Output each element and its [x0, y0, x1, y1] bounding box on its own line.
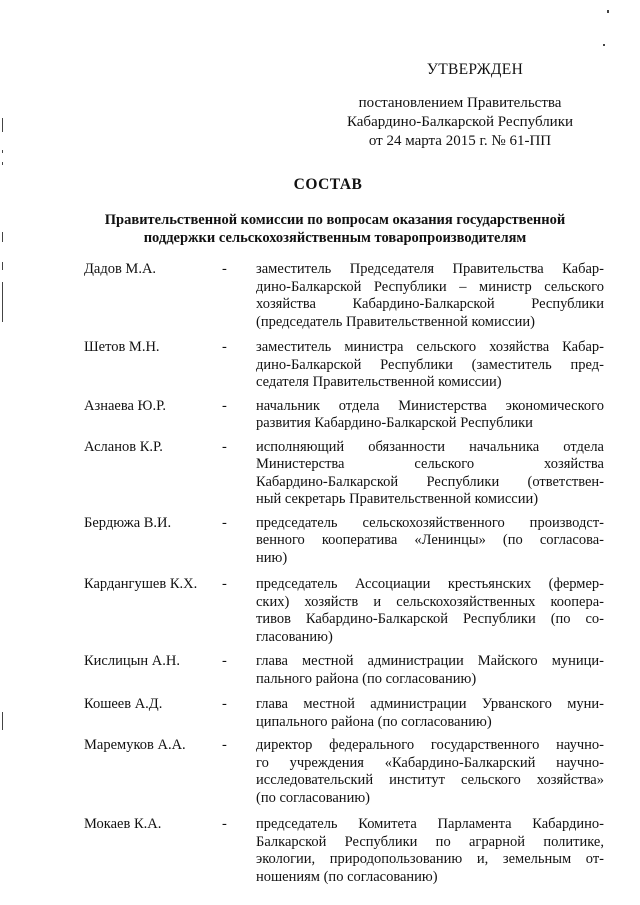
member-role — [256, 576, 604, 646]
subtitle-line: поддержки сельскохозяйственным товаропроизводителям — [143, 230, 527, 246]
subtitle-line: Правительственной комиссии по вопросам оказания государственной — [104, 212, 566, 228]
member-role-line: гласованию) — [256, 628, 333, 645]
scan-mark — [2, 232, 3, 242]
member-role-line: директор федерального государственного научно- — [256, 737, 604, 753]
member-dash: - — [222, 737, 227, 753]
members-list — [84, 261, 604, 886]
member-row — [84, 515, 604, 568]
member-role-line: глава местной администрации Урванского муни- — [256, 696, 604, 712]
member-role — [256, 515, 604, 568]
member-dash: - — [222, 576, 227, 592]
member-name: Мокаев К.А. — [84, 816, 162, 832]
approval-ref-line: от 24 марта 2015 г. № 61-ПП — [368, 133, 552, 149]
member-row — [84, 339, 604, 392]
member-dash: - — [222, 261, 227, 277]
member-role-line: заместитель Председателя Правительства Кабар- — [256, 261, 604, 277]
member-row — [84, 261, 604, 331]
member-row — [84, 576, 604, 646]
scan-mark — [603, 44, 605, 46]
member-role-line: ношениям (по согласованию) — [256, 868, 438, 885]
member-role-line: седателя Правительственной комиссии) — [256, 374, 502, 390]
member-dash: - — [222, 438, 227, 455]
member-role — [256, 696, 604, 731]
scan-mark — [2, 118, 3, 132]
member-role-line: дино-Балкарской Республики – министр сельского — [256, 278, 604, 295]
member-row — [84, 398, 604, 433]
member-role-line: начальник отдела Министерства экономического — [256, 397, 604, 414]
member-role-line: (председатель Правительственной комиссии) — [256, 313, 535, 330]
member-row — [84, 696, 604, 731]
member-name: Шетов М.Н. — [84, 339, 160, 355]
member-name: Азнаева Ю.Р. — [84, 397, 166, 414]
member-name: Асланов К.Р. — [84, 438, 163, 455]
member-role-line: Балкарской Республики по аграрной политике, — [256, 833, 604, 850]
member-role-line: го учреждения «Кабардино-Балкарский научно- — [256, 754, 604, 771]
member-role-line: исследовательский институт сельского хозяйства» — [256, 772, 604, 788]
member-row — [84, 653, 604, 688]
member-role-line: ципального района (по согласованию) — [256, 713, 492, 730]
member-dash: - — [222, 397, 227, 414]
member-role — [256, 439, 604, 509]
member-role-line: Кабардино-Балкарской Республики (ответствен- — [256, 473, 604, 490]
member-role-line: председатель сельскохозяйственного производст- — [256, 514, 604, 531]
member-dash: - — [222, 514, 227, 531]
member-role — [256, 339, 604, 392]
member-role-line: исполняющий обязанности начальника отдела — [256, 438, 604, 455]
member-name: Дадов М.А. — [84, 261, 157, 277]
member-role-line: заместитель министра сельского хозяйства Кабар- — [256, 339, 604, 355]
member-role — [256, 398, 604, 433]
approval-stamp: УТВЕРЖДЕН — [426, 61, 524, 78]
member-role-line: председатель Ассоциации крестьянских (фермер- — [256, 576, 604, 592]
member-row — [84, 816, 604, 886]
member-role-line: председатель Комитета Парламента Кабардино- — [256, 816, 604, 832]
member-role-line: ских) хозяйств и сельскохозяйственных коопера- — [256, 593, 604, 610]
member-dash: - — [222, 816, 227, 832]
member-name: Кошеев А.Д. — [84, 696, 163, 712]
member-role-line: (по согласованию) — [256, 789, 370, 806]
member-role-line: Министерства сельского хозяйства — [256, 456, 604, 472]
member-role-line: ный секретарь Правительственной комиссии) — [256, 491, 539, 507]
member-role-line: венного кооператива «Ленинцы» (по согласова- — [256, 532, 604, 548]
member-dash: - — [222, 696, 227, 712]
member-role — [256, 816, 604, 886]
scan-mark — [2, 162, 3, 165]
member-row — [84, 439, 604, 509]
member-role-line: тивов Кабардино-Балкарской Республики (по со- — [256, 611, 604, 627]
member-role-line: развития Кабардино-Балкарской Республики — [256, 415, 533, 431]
document-title: СОСТАВ — [293, 176, 363, 193]
member-role-line: нию) — [256, 549, 288, 566]
member-role — [256, 261, 604, 331]
approval-block — [330, 60, 590, 151]
member-role-line: пального района (по согласованию) — [256, 670, 477, 687]
member-name: Кислицын А.Н. — [84, 653, 180, 669]
approval-ref-line: Кабардино-Балкарской Республики — [346, 114, 574, 130]
scan-mark — [2, 282, 3, 322]
member-name: Бердюжа В.И. — [84, 514, 172, 531]
member-dash: - — [222, 653, 227, 669]
member-dash: - — [222, 339, 227, 355]
scan-mark — [2, 150, 3, 153]
scan-mark — [2, 712, 3, 730]
member-role-line: глава местной администрации Майского муници- — [256, 653, 604, 669]
approval-ref-line: постановлением Правительства — [358, 95, 562, 111]
scan-mark — [607, 10, 609, 13]
member-role — [256, 653, 604, 688]
member-role — [256, 737, 604, 807]
member-name: Кардангушев К.Х. — [84, 576, 198, 592]
document-subtitle — [80, 211, 590, 247]
member-role-line: дино-Балкарской Республики (заместитель пред- — [256, 356, 604, 373]
member-role-line: экологии, природопользованию и, земельным от- — [256, 851, 604, 867]
member-name: Маремуков А.А. — [84, 737, 186, 753]
member-row — [84, 737, 604, 807]
member-role-line: хозяйства Кабардино-Балкарской Республики — [256, 296, 604, 312]
scan-mark — [2, 262, 3, 270]
